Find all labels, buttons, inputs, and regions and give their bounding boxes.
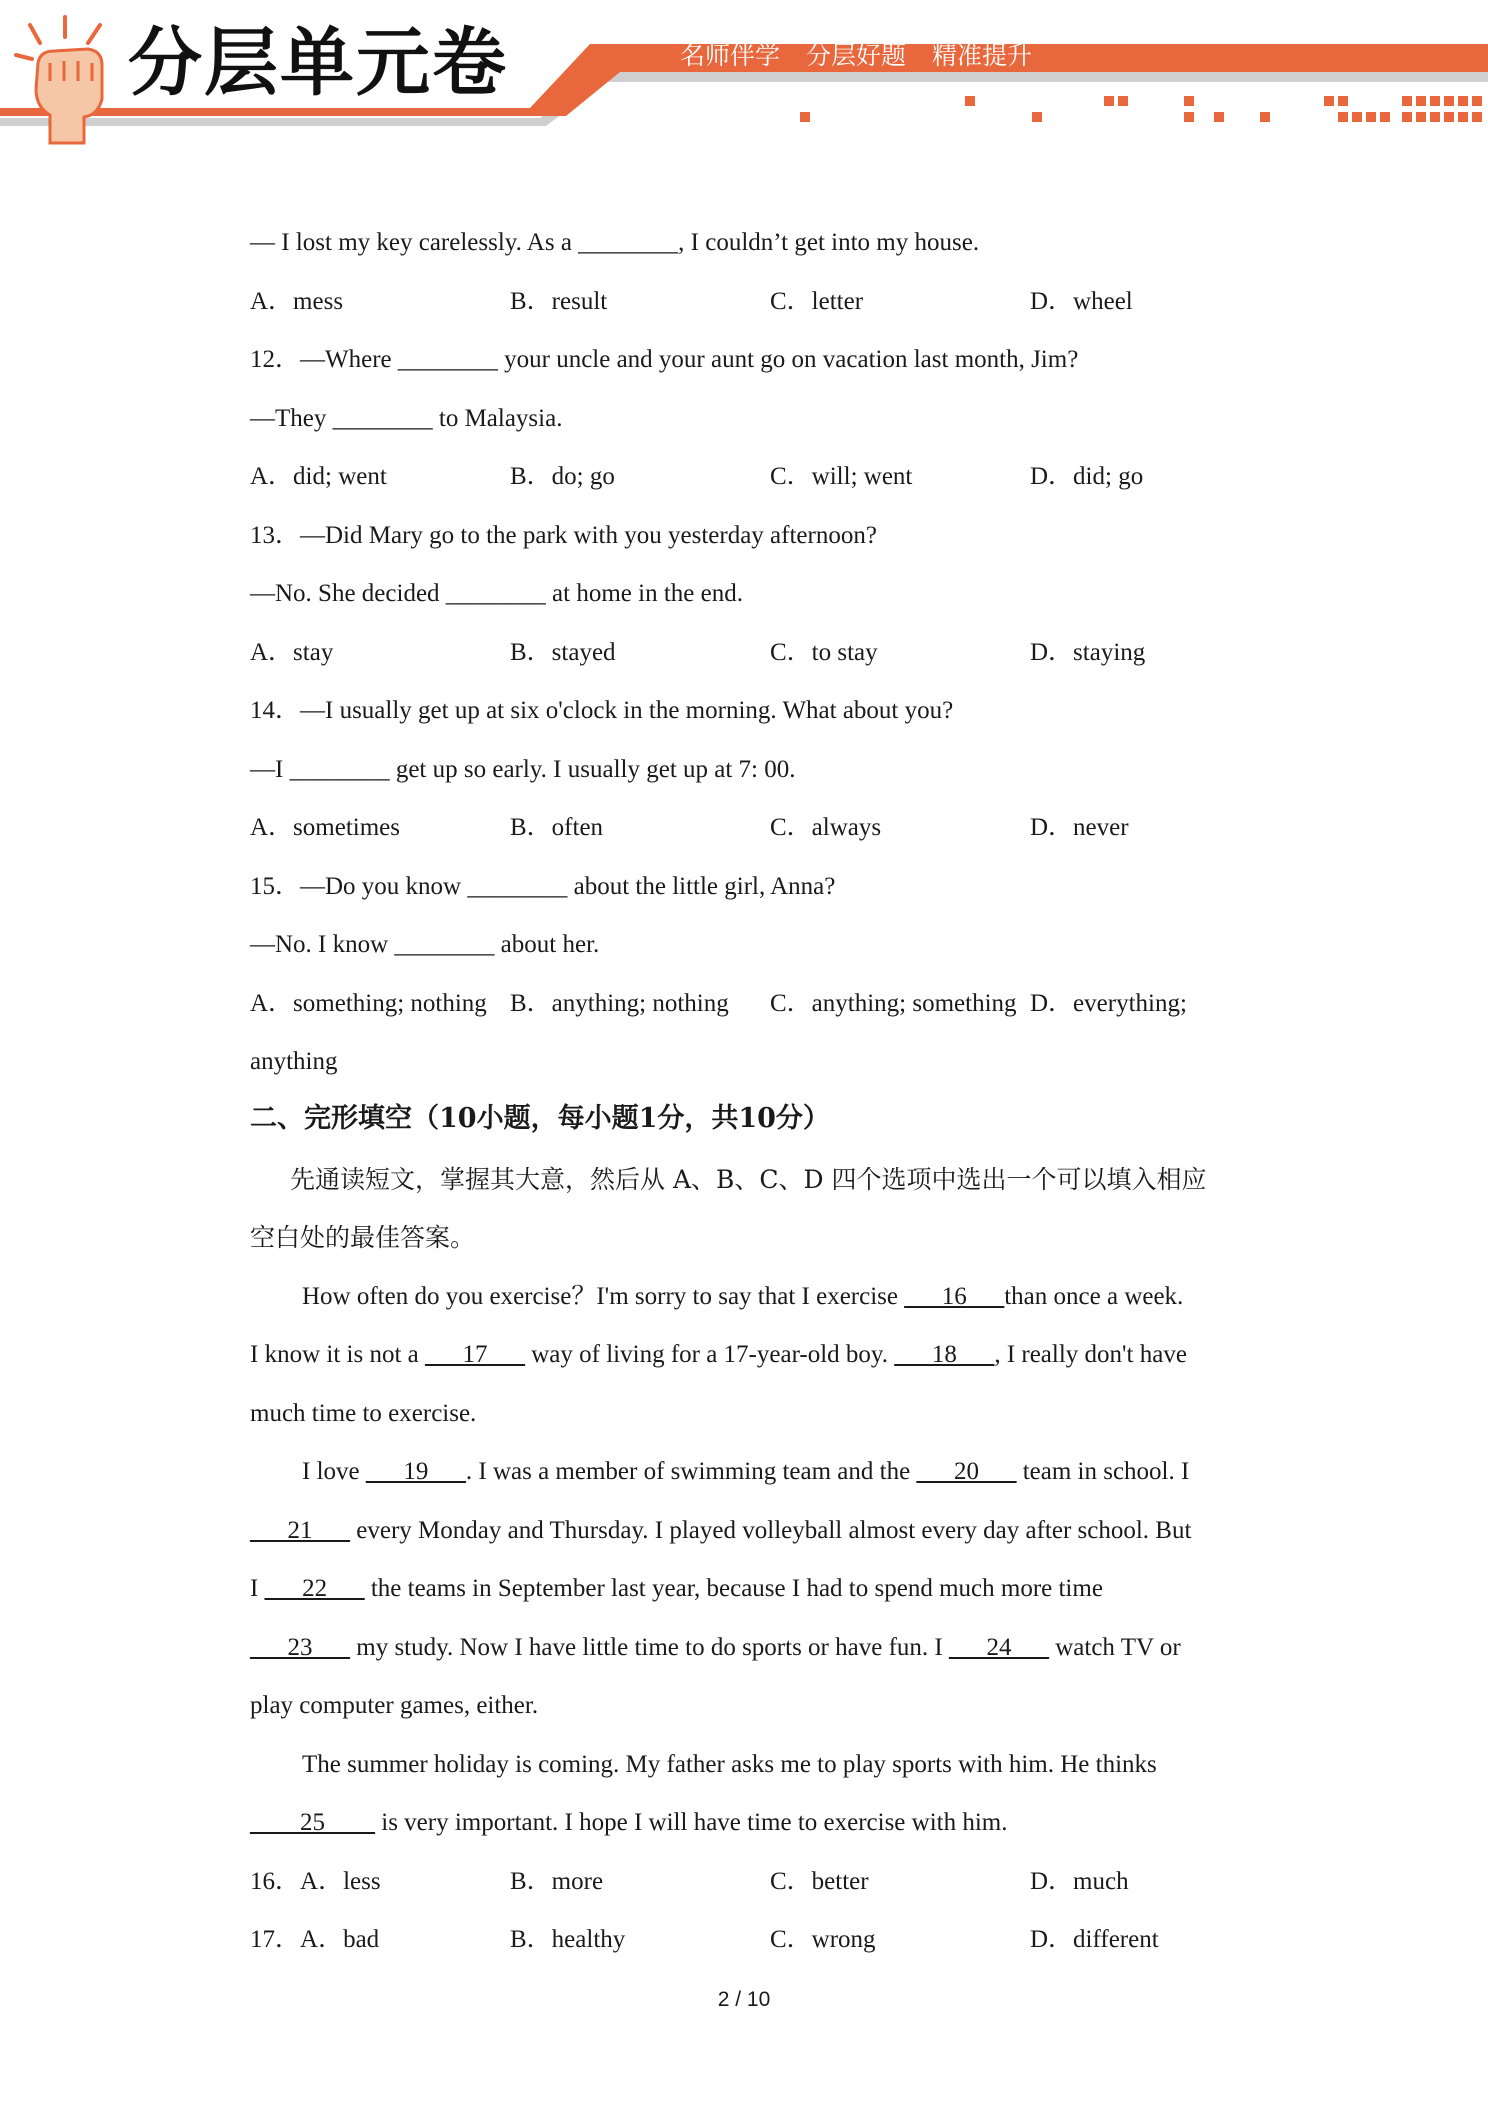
blank-24: ___24___ bbox=[948, 1634, 1049, 1661]
q13-option-c: C．to stay bbox=[770, 639, 878, 666]
q11-option-a: A．mess bbox=[250, 288, 344, 315]
blank-23: ___23___ bbox=[250, 1634, 350, 1661]
q11-option-c: C．letter bbox=[770, 288, 864, 315]
q17-option-a-text: A．bad bbox=[300, 1926, 380, 1953]
passage-line bbox=[302, 1456, 1189, 1488]
section2-title: 二、完形填空（10小题，每小题1分，共10分） bbox=[250, 1103, 830, 1134]
blank-25: ____25____ bbox=[250, 1809, 375, 1836]
brand-title: 分层单元卷 bbox=[128, 20, 508, 106]
q14-option-b: B．often bbox=[510, 814, 604, 841]
q16-option-d: D．much bbox=[1030, 1868, 1129, 1895]
passage-line bbox=[250, 1632, 1181, 1664]
passage-text: than once a week. bbox=[1004, 1283, 1184, 1310]
section2-instruction-line1: 先通读短文，掌握其大意，然后从 A、B、C、D 四个选项中选出一个可以填入相应 bbox=[290, 1165, 1207, 1194]
q12-reply: —They ________ to Malaysia. bbox=[250, 405, 563, 432]
passage-text: . I was a member of swimming team and the bbox=[465, 1458, 917, 1485]
q14-option-d: D．never bbox=[1030, 814, 1129, 841]
q12-option-b: B．do; go bbox=[510, 463, 615, 490]
slogan-1: 名师伴学 bbox=[680, 41, 781, 70]
q12-option-c: C．will; went bbox=[770, 463, 913, 490]
q17-option-a bbox=[250, 1924, 379, 1956]
q13-option-d: D．staying bbox=[1030, 639, 1146, 666]
q13-stem: 13．—Did Mary go to the park with you yesterday afternoon? bbox=[250, 522, 877, 549]
passage-line: play computer games, either. bbox=[250, 1692, 539, 1719]
q15-option-b: B．anything; nothing bbox=[510, 990, 729, 1017]
passage-line: much time to exercise. bbox=[250, 1400, 477, 1427]
slogan-3: 精准提升 bbox=[932, 41, 1033, 70]
decorative-squares bbox=[800, 96, 1482, 122]
section2-instruction-line2: 空白处的最佳答案。 bbox=[250, 1223, 476, 1252]
q12-option-a: A．did; went bbox=[250, 463, 387, 490]
passage-text: , I really don't have bbox=[994, 1341, 1187, 1368]
page-number: 2 / 10 bbox=[717, 1988, 771, 2011]
q15-option-a: A．something; nothing bbox=[250, 990, 487, 1017]
q13-option-a: A．stay bbox=[250, 639, 334, 666]
blank-18: ___18___ bbox=[894, 1341, 995, 1368]
q16-option-c: C．better bbox=[770, 1868, 869, 1895]
blank-16: ___16___ bbox=[904, 1283, 1005, 1310]
passage-line bbox=[250, 1573, 1103, 1605]
passage-line bbox=[250, 1515, 1191, 1547]
passage-text: I know it is not a bbox=[250, 1341, 425, 1368]
q15-stem: 15．—Do you know ________ about the little girl, Anna? bbox=[250, 873, 836, 900]
passage-text: the teams in September last year, because I had to spend much more time bbox=[364, 1575, 1103, 1602]
blank-20: ___20___ bbox=[916, 1458, 1017, 1485]
passage-text: way of living for a 17-year-old boy. bbox=[525, 1341, 895, 1368]
q17-option-b: B．healthy bbox=[510, 1926, 626, 1953]
q16-option-a bbox=[250, 1866, 381, 1898]
q12-option-d: D．did; go bbox=[1030, 463, 1144, 490]
q15-option-d-wrap: anything bbox=[250, 1048, 338, 1075]
passage-text: is very important. I hope I will have time to exercise with him. bbox=[375, 1809, 1008, 1836]
slogan-2: 分层好题 bbox=[806, 41, 907, 70]
blank-19: ___19___ bbox=[365, 1458, 466, 1485]
q13-option-b: B．stayed bbox=[510, 639, 616, 666]
q14-option-a: A．sometimes bbox=[250, 814, 400, 841]
q15-option-c: C．anything; something bbox=[770, 990, 1017, 1017]
passage-line bbox=[250, 1339, 1187, 1371]
passage-line bbox=[302, 1281, 1183, 1313]
passage-text: team in school. I bbox=[1016, 1458, 1190, 1485]
page-header bbox=[0, 0, 1488, 150]
fist-icon bbox=[10, 15, 120, 145]
q16-option-b: B．more bbox=[510, 1868, 604, 1895]
blank-21: ___21___ bbox=[250, 1517, 350, 1544]
passage-line bbox=[250, 1807, 1007, 1839]
q11-option-d: D．wheel bbox=[1030, 288, 1133, 315]
q12-stem: 12．—Where ________ your uncle and your aunt go on vacation last month, Jim? bbox=[250, 346, 1079, 373]
blank-17: ___17___ bbox=[425, 1341, 525, 1368]
q17-option-c: C．wrong bbox=[770, 1926, 876, 1953]
q11-stem: — I lost my key carelessly. As a ________, I couldn’t get into my house. bbox=[250, 229, 980, 256]
q17-option-d: D．different bbox=[1030, 1926, 1159, 1953]
q14-reply: —I ________ get up so early. I usually get up at 7: 00. bbox=[250, 756, 796, 783]
q16-option-a-text: A．less bbox=[300, 1868, 381, 1895]
passage-text: my study. Now I have little time to do sports or have fun. I bbox=[350, 1634, 949, 1661]
passage-text: watch TV or bbox=[1048, 1634, 1181, 1661]
q14-stem: 14．—I usually get up at six o'clock in the morning. What about you? bbox=[250, 697, 954, 724]
q13-reply: —No. She decided ________ at home in the end. bbox=[250, 580, 743, 607]
q14-option-c: C．always bbox=[770, 814, 882, 841]
passage-line: The summer holiday is coming. My father asks me to play sports with him. He thinks bbox=[302, 1751, 1157, 1778]
q17-number: 17． bbox=[250, 1926, 301, 1953]
passage-text: How often do you exercise？I'm sorry to say that I exercise bbox=[302, 1283, 905, 1310]
q15-option-d: D．everything; bbox=[1030, 990, 1187, 1017]
passage-text: I bbox=[250, 1575, 265, 1602]
passage-text: I love bbox=[302, 1458, 366, 1485]
header-slogans bbox=[680, 43, 1058, 68]
q11-option-b: B．result bbox=[510, 288, 608, 315]
q15-reply: —No. I know ________ about her. bbox=[250, 931, 600, 958]
q16-number: 16． bbox=[250, 1868, 301, 1895]
passage-text: every Monday and Thursday. I played volleyball almost every day after school. But bbox=[350, 1517, 1192, 1544]
blank-22: ___22___ bbox=[264, 1575, 365, 1602]
